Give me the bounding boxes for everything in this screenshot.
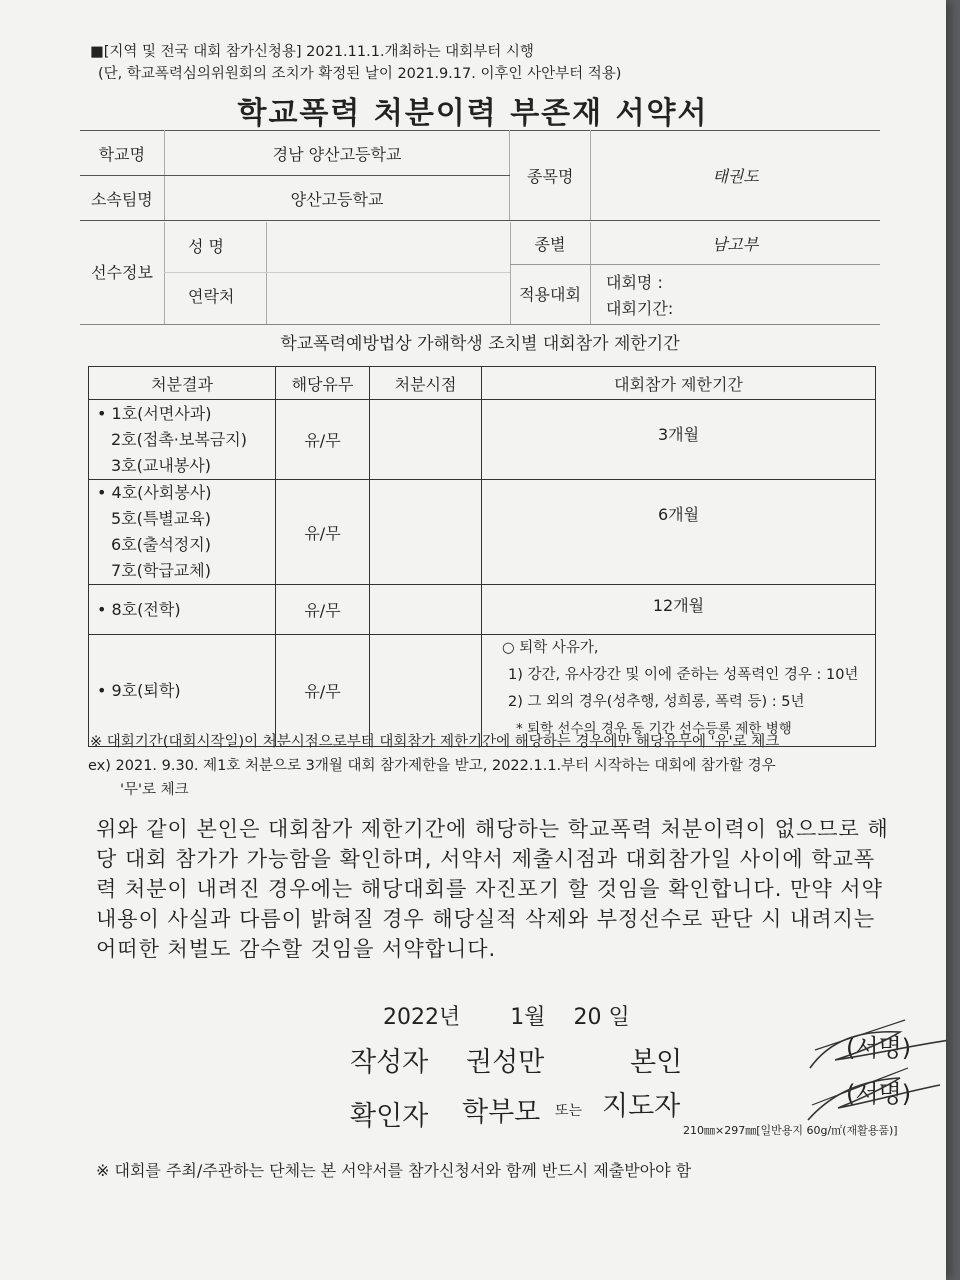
contact-label: 연락처 [188,287,235,306]
event-period-label: 대회기간: [606,299,674,318]
header-line-1: ■[지역 및 전국 대회 참가신청용] 2021.11.1.개최하는 대회부터 시행 [90,44,534,60]
player-info-block [80,222,880,325]
result-cell: • 9호(퇴학) [89,635,276,747]
footnote-1: ※ 대회기간(대회시작일)이 처분시점으로부터 대회참가 제한기간에 해당하는 경우에만 해당유무에 '유'로 체크 [90,734,780,750]
or-label: 또는 [555,1103,583,1119]
yn-cell[interactable]: 유/무 [276,585,370,635]
yn-cell[interactable]: 유/무 [276,400,370,480]
date-day: 20 일 [573,1005,630,1030]
sign-2: (서명) [846,1080,912,1108]
parent-label: 학부모 [462,1097,541,1128]
header-date: 처분시점 [370,367,482,400]
event-name-label: 대회명 : [606,273,663,292]
writer-name: 권성만 [466,1047,545,1078]
self-label: 본인 [630,1047,683,1078]
result-cell: • 1호(서면사과) 2호(접촉·보복금지) 3호(교내봉사) [89,400,276,480]
confirm-label: 확인자 [350,1101,429,1132]
result-cell: • 4호(사회봉사) 5호(특별교육) 6호(출석정지) 7호(학급교체) [89,480,276,585]
footnote-3: '무'로 체크 [120,782,189,798]
writer-label: 작성자 [350,1047,429,1078]
team-label: 소속팀명 [80,176,164,221]
sport-value: 태권도 [591,131,880,221]
section-title: 학교폭력예방법상 가해학생 조치별 대회참가 제한기간 [80,324,880,354]
header-limit: 대회참가 제한기간 [482,367,876,400]
coach-label: 지도자 [602,1091,681,1122]
sign-1: (서명) [846,1034,912,1062]
header-line-2: (단, 학교폭력심의위원회의 조치가 확정된 날이 2021.9.17. 이후인 사안부터 적용) [98,66,622,82]
school-label: 학교명 [80,131,164,176]
result-cell: • 8호(전학) [89,585,276,635]
category-label: 종별 [534,235,566,254]
yn-cell[interactable]: 유/무 [276,480,370,585]
date-month: 1월 [510,1005,546,1030]
yn-cell[interactable]: 유/무 [276,635,370,747]
school-value: 경남 양산고등학교 [164,131,510,176]
limit-cell: 6개월 [482,480,876,585]
date-year: 2022년 [383,1005,461,1030]
paper-spec: 210㎜×297㎜[일반용지 60g/㎡(재활용품)] [683,1124,898,1137]
date-cell[interactable] [370,400,482,480]
limit-cell: 12개월 [482,585,876,635]
pledge-text: 위와 같이 본인은 대회참가 제한기간에 해당하는 학교폭력 처분이력이 없으므로 해당 대회 참가가 가능함을 확인하며, 서약서 제출시점과 대회참가일 사이에 학교폭력 처분이 내려진 경우에는 해당대회를 자진포기 할 것임을 확인합니다. 만약 서약내용이 사실과 다름이 밝혀질 경우 해당실적 삭제와 부정선수로 판단 시 내려지는 어떠한 처벌도 감수할 것임을 서약합니다. [96,817,889,961]
table-row [89,585,876,635]
header-result: 처분결과 [89,367,276,400]
event-label: 적용대회 [519,285,581,304]
info-table [80,130,880,221]
date-cell[interactable] [370,480,482,585]
header-applicable: 해당유무 [276,367,370,400]
table-row [89,400,876,480]
limit-cell: 3개월 [482,400,876,480]
footnote-2: ex) 2021. 9.30. 제1호 처분으로 3개월 대회 참가제한을 받고, 2022.1.1.부터 시작하는 대회에 참가할 경우 [88,758,776,774]
restriction-table [88,366,876,747]
document-title: 학교폭력 처분이력 부존재 서약서 [237,96,709,131]
table-row [89,480,876,585]
date-cell[interactable] [370,585,482,635]
limit-cell: ○ 퇴학 사유가, 1) 강간, 유사강간 및 이에 준하는 성폭력인 경우 : 10년 2) 그 외의 경우(성추행, 성희롱, 폭력 등) : 5년 * 퇴학 선수의 경우 동 기간 선수등록 제한 병행 [482,635,876,747]
sport-label: 종목명 [510,131,591,221]
team-value: 양산고등학교 [164,176,510,221]
category-value: 남고부 [711,235,759,254]
player-label: 선수정보 [91,263,153,282]
bottom-note: ※ 대회를 주최/주관하는 단체는 본 서약서를 참가신청서와 함께 반드시 제출받아야 함 [96,1161,692,1180]
date-line [383,1000,630,1031]
name-label: 성 명 [188,237,224,256]
